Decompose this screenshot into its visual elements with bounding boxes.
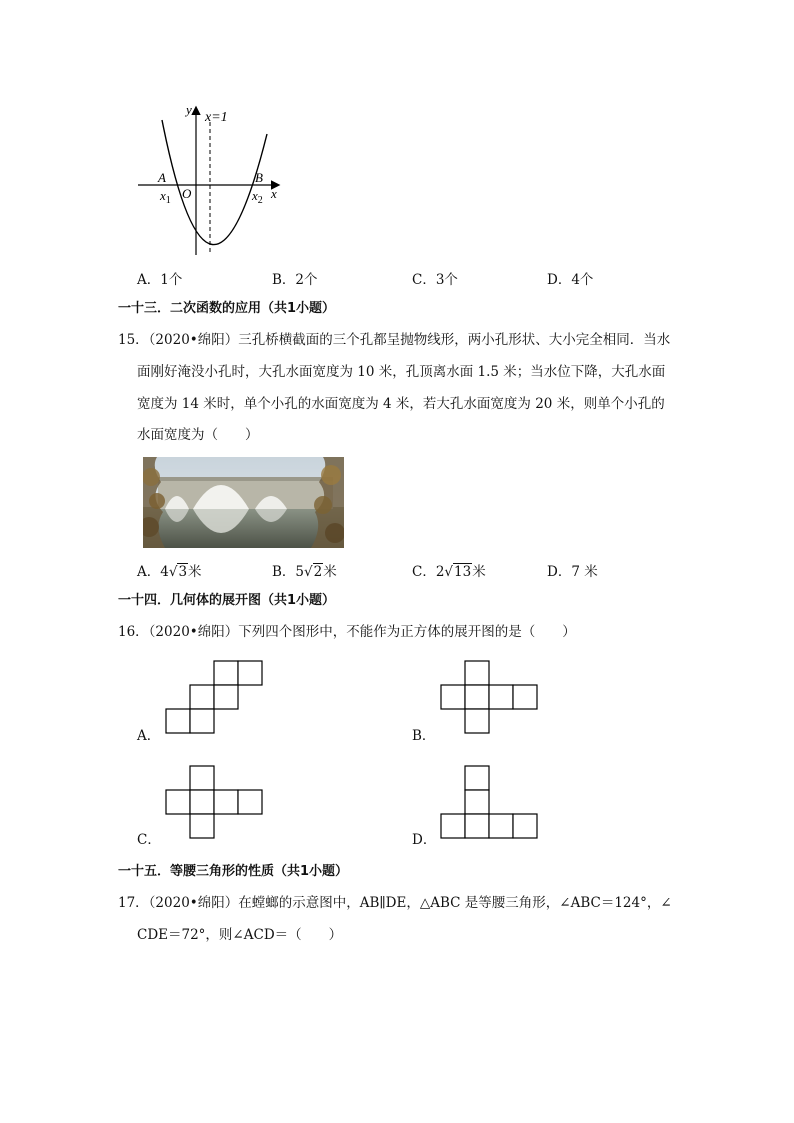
x1-label: $x_1$ [160,188,171,206]
q15-line-3: 宽度为 14 米时，单个小孔的水面宽度为 4 米，若大孔水面宽度为 20 米，则单个小孔的 [137,396,665,412]
net-option-c [160,760,270,845]
section15-heading: 一十五．等腰三角形的性质（共1小题） [118,864,349,879]
parabola-curve [162,120,267,245]
y-axis-label: y [186,102,192,117]
axis-equation: x=1 [205,110,228,125]
q14-option-b: B．2个 [272,272,318,288]
q14-option-d: D．4个 [547,272,594,288]
net-option-d [435,760,545,845]
point-a-label: A [158,170,166,185]
q14-option-a: A．1个 [137,272,183,288]
section13-heading: 一十三．二次函数的应用（共1小题） [118,301,336,316]
x-axis-label: x [271,186,277,201]
q15-line-4: 水面宽度为（ ） [137,427,259,443]
q15-option-d: D．7 米 [547,564,598,580]
q16-label-b: B． [412,728,436,744]
q16-label-c: C． [137,832,161,848]
point-b-label: B [255,170,263,185]
q15-option-c: C．2√13米 [412,564,486,580]
x2-label: $x_2$ [252,188,263,206]
q17-line-2: CDE＝72°，则∠ACD＝（ ） [137,927,343,943]
parabola-graph [130,100,290,260]
q16-label-d: D． [412,832,437,848]
origin-label: O [182,186,192,201]
q15-line-2: 面刚好淹没小孔时，大孔水面宽度为 10 米，孔顶离水面 1.5 米；当水位下降，大孔水面 [137,364,666,380]
q16-label-a: A． [137,728,161,744]
bridge-photo [143,457,344,548]
q15-option-a: A．4√3米 [137,564,202,580]
q15-line-1: 15．（2020•绵阳）三孔桥横截面的三个孔都呈抛物线形，两小孔形状、大小完全相同．当水 [118,332,671,348]
q14-option-c: C．3个 [412,272,458,288]
q17-line-1: 17．（2020•绵阳）在螳螂的示意图中，AB∥DE，△ABC 是等腰三角形，∠ABC＝124°，∠ [118,895,672,911]
section14-heading: 一十四．几何体的展开图（共1小题） [118,593,336,608]
q15-option-b: B．5√2米 [272,564,337,580]
net-option-b [435,655,545,740]
q16-text: 16．（2020•绵阳）下列四个图形中，不能作为正方体的展开图的是（ ） [118,624,576,640]
net-option-a [160,655,270,740]
